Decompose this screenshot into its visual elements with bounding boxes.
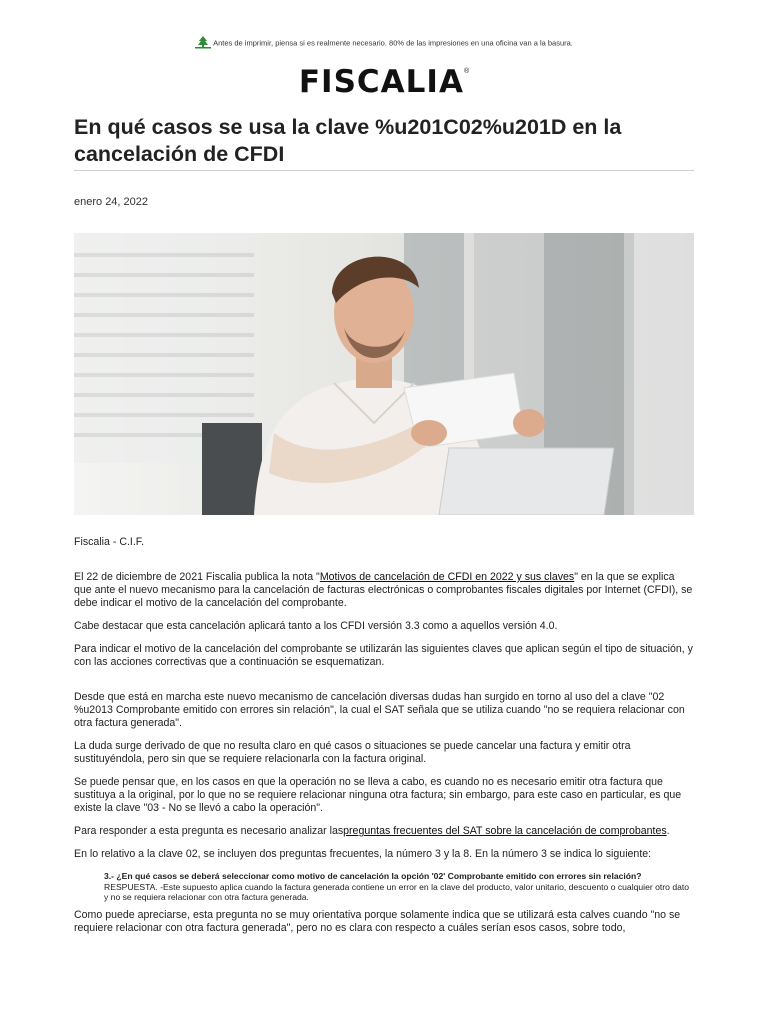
title-divider [74,170,694,171]
article-body [74,536,694,945]
link-motivos-cancelacion[interactable]: Motivos de cancelación de CFDI en 2022 y sus claves [319,571,575,583]
link-preguntas-frecuentes-sat[interactable]: preguntas frecuentes del SAT sobre la cancelación de comprobantes [343,825,667,837]
man-reading-document-photo-icon [74,233,694,515]
paragraph: Se puede pensar que, en los casos en que la operación no se lleva a cabo, es cuando no es necesario emitir otra factura que sustituya a la original, por lo que no se requiere relacionar ninguna otra factura; sin embargo, para este caso en particular, es que existe la clave "03 - No se llevó a cabo la operación". [74,776,682,814]
faq-question: 3.- ¿En qué casos se deberá seleccionar como motivo de cancelación la opción '02' Comprobante emitido con errores sin relación? [104,871,642,881]
paragraph: Para indicar el motivo de la cancelación del comprobante se utilizarán las siguientes claves que aplican según el tipo de situación, y con las acciones correctivas que a continuación se esquematizan. [74,643,693,668]
print-notice-text: Antes de imprimir, piensa si es realmente necesario. 80% de las impresiones en una oficina van a la basura. [213,38,573,48]
paragraph: El 22 de diciembre de 2021 Fiscalia publica la nota "Motivos de cancelación de CFDI en 2022 y sus claves" en la que se explica que ante el nuevo mecanismo para la cancelación de facturas electrónicas o comprobantes fiscales digitales por Internet (CFDI), se debe indicar el motivo de la cancelación del comprobante. [74,571,693,609]
faq-answer: RESPUESTA. -Este supuesto aplica cuando la factura generada contiene un error en la clave del producto, valor unitario, descuento o cualquier otro dato y no se requiera relacionar con otra factura generada. [104,881,690,902]
spacer [74,559,694,571]
publish-date: enero 24, 2022 [74,196,149,208]
logo-text: FISCALIA [298,64,464,100]
paragraph: Como puede apreciarse, esta pregunta no se muy orientativa porque solamente indica que se utilizará esta calves cuando "no se requiere relacionar con otra factura generada", pero no es clara con respecto a cuáles serían esos casos, sobre todo, [74,908,681,934]
fiscalia-logo[interactable] [0,64,768,100]
paragraph: En lo relativo a la clave 02, se incluyen dos preguntas frecuentes, la número 3 y la 8. En la número 3 se indica lo siguiente: [74,848,652,860]
article-photo [74,233,694,515]
spacer [74,679,694,691]
paragraph: Desde que está en marcha este nuevo mecanismo de cancelación diversas dudas han surgido en torno al uso del a clave "02 %u2013 Comprobante emitido con errores sin relación", la cual el SAT señala que se utiliza cuando "no se requiera relacionar con otra factura generada". [74,691,685,729]
faq-quote [104,871,694,903]
article-title: En qué casos se usa la clave %u201C02%u201D en la cancelación de CFDI [74,115,622,166]
tree-icon [195,36,211,51]
print-notice [0,36,768,51]
paragraph: Cabe destacar que esta cancelación aplicará tanto a los CFDI versión 3.3 como a aquellos versión 4.0. [74,620,558,632]
logo-registered-mark: ® [463,68,470,75]
paragraph: La duda surge derivado de que no resulta claro en qué casos o situaciones se puede cancelar una factura y emitir otra sustituyéndola, pero sin que se requiere relacionarla con la factura original. [74,740,631,765]
paragraph: Para responder a esta pregunta es necesario analizar laspreguntas frecuentes del SAT sobre la cancelación de comprobantes. [74,825,670,837]
photo-credit: Fiscalia - C.I.F. [74,536,145,548]
